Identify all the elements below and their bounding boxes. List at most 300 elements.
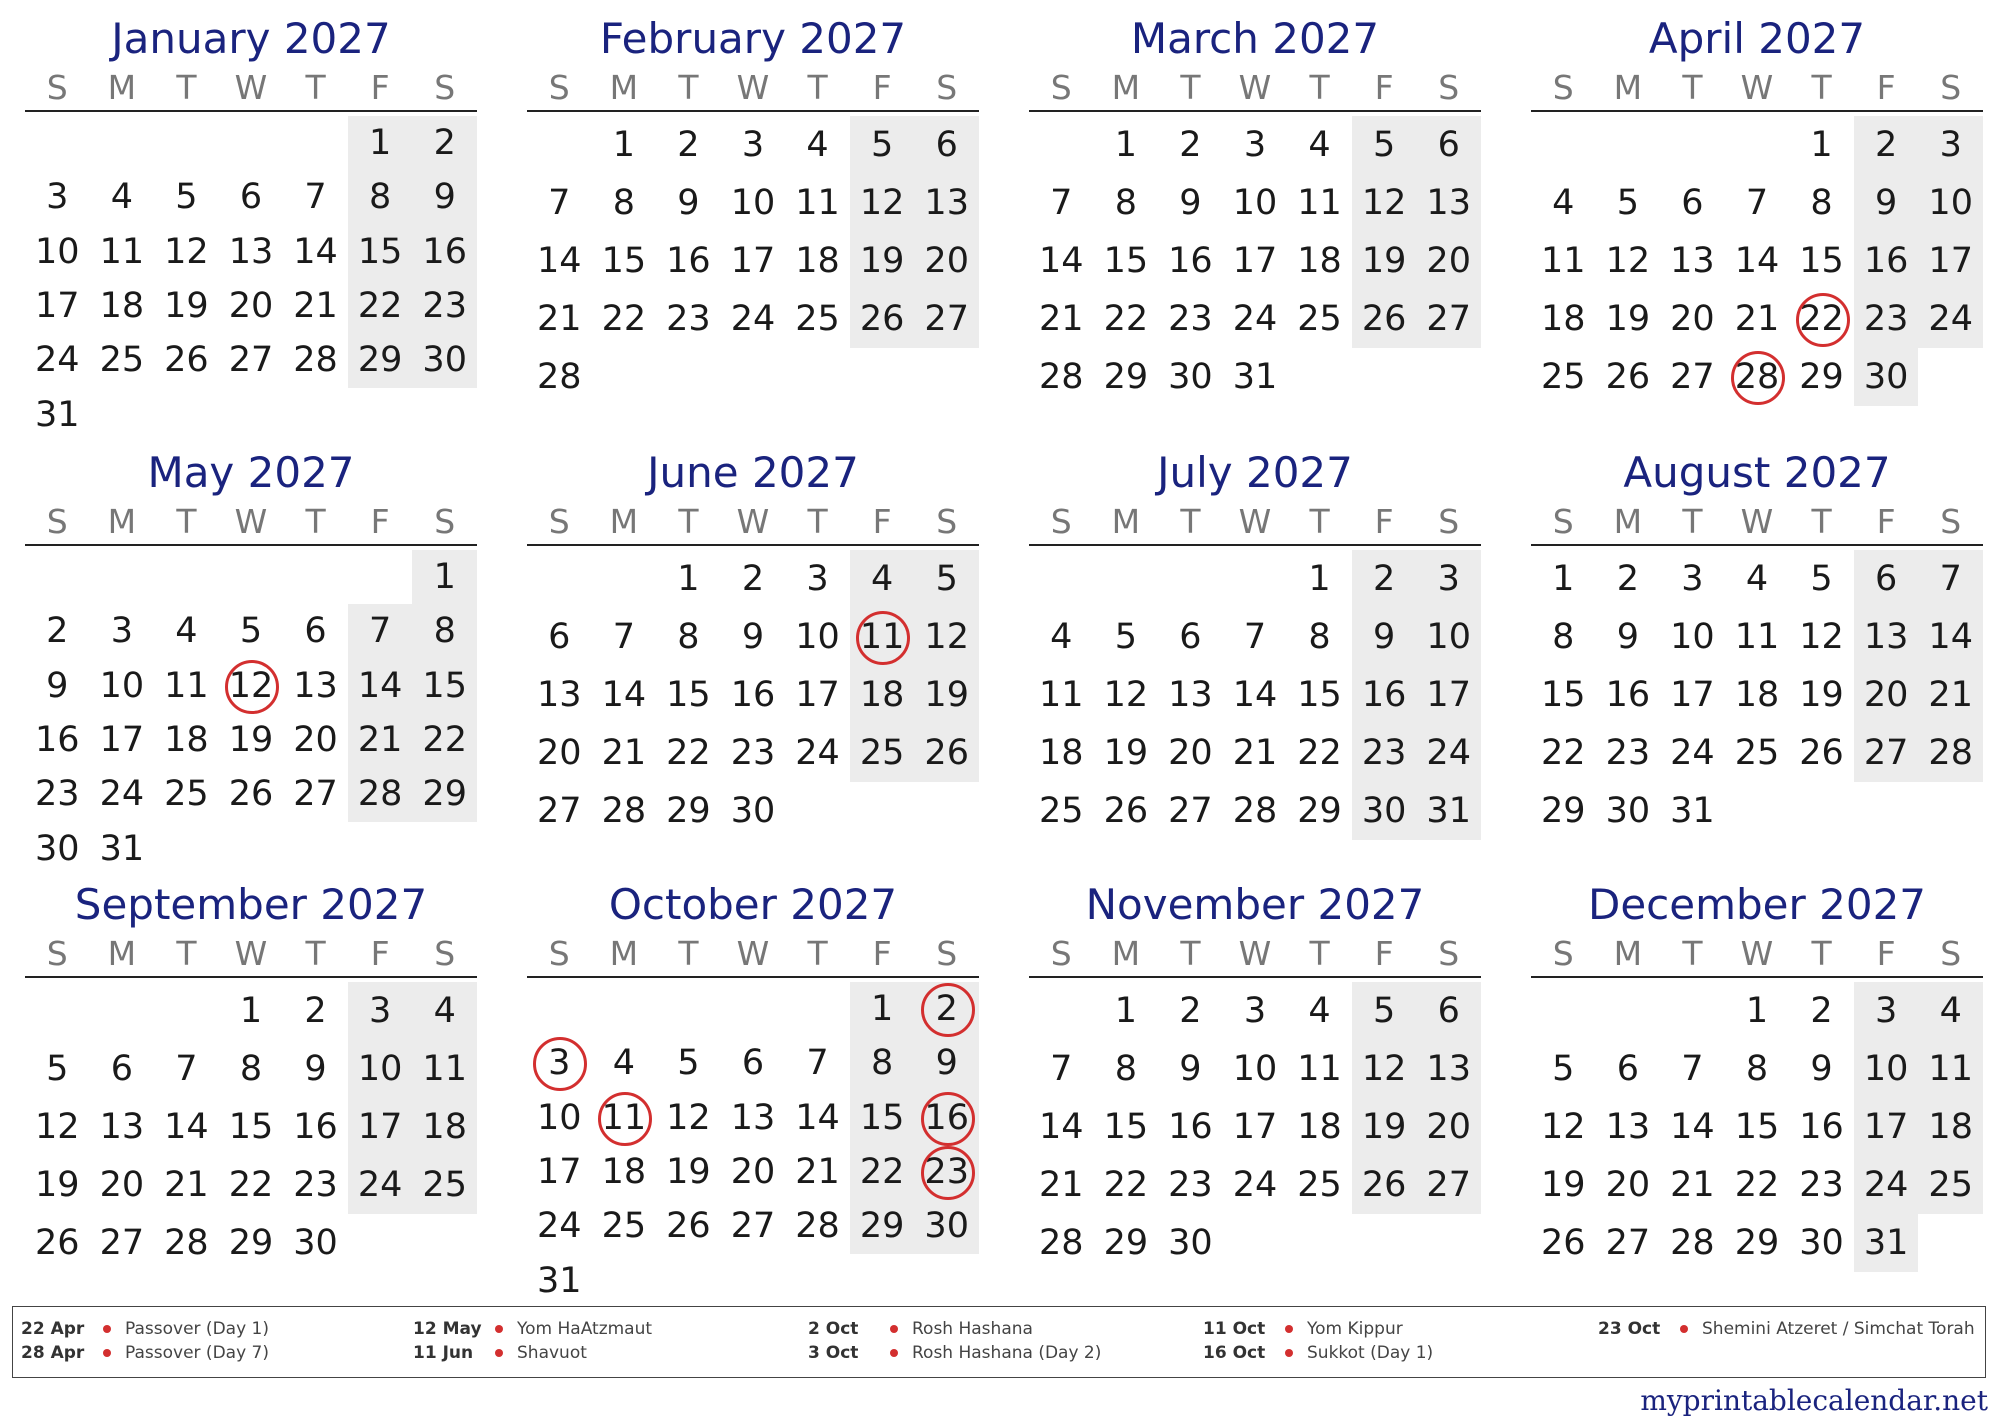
weekday-header: F (1876, 934, 1896, 973)
day-cell: 10 (1670, 617, 1715, 657)
month-title: January 2027 (111, 14, 391, 63)
day-cell: 29 (1799, 357, 1844, 397)
weekday-header: S (1940, 502, 1962, 541)
day-cell: 15 (422, 665, 467, 706)
day-cell: 3 (1874, 991, 1898, 1031)
day-cell: 30 (35, 828, 80, 869)
day-cell: 27 (1863, 733, 1909, 773)
legend-entry (1203, 1317, 1583, 1341)
day-cell: 25 (795, 299, 840, 339)
day-cell: 13 (537, 675, 582, 715)
day-cell: 26 (924, 733, 969, 773)
month-block (25, 12, 477, 442)
day-cell: 22 (1103, 1165, 1149, 1205)
day-cell: 9 (1179, 1049, 1202, 1089)
site-footer-link[interactable]: myprintablecalendar.net (1640, 1384, 1988, 1417)
day-cell: 16 (730, 675, 776, 715)
weekday-header: M (107, 934, 137, 973)
day-cell: 6 (1616, 1049, 1639, 1089)
legend-holiday-name: Passover (Day 7) (125, 1343, 269, 1363)
day-cell: 30 (422, 340, 467, 381)
day-cell: 29 (1103, 1223, 1149, 1263)
day-cell: 7 (175, 1049, 198, 1089)
day-cell: 15 (1799, 241, 1844, 281)
day-cell: 19 (35, 1165, 80, 1205)
day-cell: 16 (422, 231, 467, 272)
day-cell: 15 (1103, 1107, 1149, 1147)
weekday-header: T (176, 934, 197, 973)
day-cell: 22 (422, 720, 467, 760)
day-cell: 7 (806, 1043, 829, 1084)
day-cell: 15 (859, 1097, 905, 1138)
weekday-header: W (1238, 68, 1272, 107)
day-cell: 26 (228, 774, 274, 815)
day-cell: 6 (304, 611, 327, 652)
day-cell: 15 (1734, 1107, 1780, 1147)
day-cell: 19 (1361, 241, 1407, 281)
day-cell: 21 (537, 299, 582, 339)
day-cell: 5 (1810, 559, 1833, 599)
day-cell: 10 (537, 1097, 582, 1138)
header-divider (25, 976, 477, 978)
weekday-header: M (1111, 68, 1141, 107)
day-cell: 10 (795, 617, 840, 657)
day-cell: 22 (666, 733, 711, 773)
day-cell: 25 (601, 1206, 647, 1247)
day-cell: 20 (1605, 1165, 1651, 1205)
day-cell: 30 (1168, 1223, 1213, 1263)
day-cell: 23 (293, 1165, 338, 1205)
day-cell: 5 (1616, 183, 1639, 223)
day-cell: 23 (422, 286, 467, 326)
legend-date: 11 Oct (1203, 1319, 1266, 1339)
day-cell: 6 (1681, 183, 1704, 223)
day-cell: 4 (1308, 125, 1331, 165)
day-cell: 8 (433, 611, 456, 652)
legend-entry (413, 1341, 793, 1365)
day-cell: 11 (1734, 617, 1780, 657)
weekday-header: S (46, 68, 68, 107)
day-cell: 18 (1297, 241, 1342, 281)
legend-holiday-name: Passover (Day 1) (125, 1319, 269, 1339)
day-cell: 24 (357, 1165, 403, 1205)
legend-entry (808, 1341, 1188, 1365)
day-cell: 4 (1050, 617, 1073, 657)
day-cell: 7 (1243, 617, 1267, 657)
day-cell: 27 (1168, 791, 1213, 831)
day-cell: 10 (1232, 1049, 1278, 1089)
day-cell: 12 (1605, 241, 1651, 281)
weekday-header: T (678, 934, 699, 973)
day-cell: 16 (1605, 675, 1651, 715)
day-cell: 26 (35, 1223, 80, 1263)
day-cell: 22 (859, 1152, 905, 1192)
day-cell: 13 (1863, 617, 1909, 657)
day-cell: 24 (1232, 1165, 1278, 1205)
holiday-day-cell: 23 (914, 1145, 979, 1199)
weekday-header: T (1682, 934, 1703, 973)
day-cell: 10 (1232, 183, 1278, 223)
day-cell: 8 (1745, 1049, 1769, 1089)
day-cell: 22 (1297, 733, 1342, 773)
day-cell: 29 (1734, 1223, 1780, 1263)
day-cell: 13 (1670, 241, 1715, 281)
day-cell: 12 (1361, 183, 1407, 223)
day-cell: 5 (870, 125, 894, 165)
day-cell: 25 (859, 733, 905, 773)
day-cell: 7 (1050, 183, 1073, 223)
weekday-header: S (434, 502, 456, 541)
day-cell: 13 (1426, 1049, 1471, 1089)
day-cell: 30 (730, 791, 776, 831)
day-cell: 18 (859, 675, 905, 715)
day-cell: 28 (1232, 791, 1278, 831)
day-cell: 1 (433, 557, 456, 597)
day-cell: 20 (1168, 733, 1213, 773)
day-cell: 3 (368, 991, 392, 1031)
day-cell: 8 (612, 183, 635, 223)
day-cell: 29 (1541, 791, 1586, 831)
day-cell: 21 (1232, 733, 1278, 773)
day-cell: 28 (795, 1206, 840, 1247)
legend-date: 12 May (413, 1319, 482, 1339)
weekday-header: W (1238, 934, 1272, 973)
day-cell: 13 (293, 665, 338, 706)
month-title: October 2027 (608, 880, 898, 929)
day-cell: 28 (1039, 357, 1084, 397)
day-cell: 29 (859, 1206, 905, 1247)
weekday-header: T (807, 934, 828, 973)
weekday-header: S (1552, 934, 1574, 973)
day-cell: 12 (1799, 617, 1844, 657)
day-cell: 5 (677, 1043, 700, 1084)
day-cell: 12 (859, 183, 905, 223)
day-cell: 20 (293, 720, 338, 760)
weekday-header: T (305, 68, 326, 107)
day-cell: 27 (228, 340, 274, 381)
day-cell: 11 (1928, 1049, 1973, 1089)
day-cell: 17 (35, 286, 80, 326)
weekday-header: F (1374, 934, 1394, 973)
legend-date: 22 Apr (21, 1319, 85, 1339)
day-cell: 23 (35, 774, 80, 815)
day-cell: 9 (46, 665, 69, 706)
day-cell: 12 (1103, 675, 1149, 715)
day-cell: 28 (1039, 1223, 1084, 1263)
weekday-header: T (176, 502, 197, 541)
day-cell: 15 (666, 675, 711, 715)
legend-date: 3 Oct (808, 1343, 859, 1363)
bullet-icon (890, 1349, 898, 1357)
day-cell: 10 (1863, 1049, 1909, 1089)
weekday-header: T (1309, 502, 1330, 541)
day-cell: 8 (1552, 617, 1575, 657)
header-divider (527, 110, 979, 112)
day-cell: 1 (1552, 559, 1575, 599)
day-cell: 20 (730, 1152, 776, 1192)
day-cell: 31 (35, 394, 80, 435)
legend-date: 11 Jun (413, 1343, 474, 1363)
day-cell: 12 (666, 1097, 711, 1138)
day-cell: 11 (1541, 241, 1586, 281)
weekday-header: T (305, 934, 326, 973)
holiday-day-cell: 28 (1725, 348, 1790, 406)
day-cell: 3 (1243, 125, 1267, 165)
day-cell: 16 (666, 241, 711, 281)
day-cell: 17 (99, 720, 145, 760)
day-cell: 16 (1799, 1107, 1844, 1147)
day-cell: 3 (741, 125, 765, 165)
day-cell: 22 (1103, 299, 1149, 339)
weekday-header: T (1811, 934, 1832, 973)
header-divider (1531, 544, 1983, 546)
month-block (1531, 12, 1983, 442)
day-cell: 16 (1168, 241, 1213, 281)
day-cell: 27 (99, 1223, 145, 1263)
day-cell: 26 (666, 1206, 711, 1247)
day-cell: 21 (601, 733, 647, 773)
day-cell: 21 (293, 286, 338, 326)
day-cell: 18 (1928, 1107, 1973, 1147)
day-cell: 4 (612, 1043, 635, 1084)
day-cell: 7 (368, 611, 392, 652)
weekday-header: S (548, 68, 570, 107)
day-cell: 1 (1745, 991, 1769, 1031)
month-title: February 2027 (599, 14, 907, 63)
day-cell: 23 (1168, 1165, 1213, 1205)
day-cell: 30 (1863, 357, 1909, 397)
day-cell: 2 (46, 611, 69, 652)
day-cell: 16 (1863, 241, 1909, 281)
weekday-header: S (46, 502, 68, 541)
weekday-header: W (1740, 68, 1774, 107)
day-cell: 16 (1361, 675, 1407, 715)
day-cell: 15 (1297, 675, 1342, 715)
day-cell: 8 (870, 1043, 894, 1084)
day-cell: 25 (422, 1165, 467, 1205)
weekday-header: T (1682, 68, 1703, 107)
month-block (25, 878, 477, 1308)
weekday-header: S (1940, 68, 1962, 107)
day-cell: 20 (1426, 1107, 1471, 1147)
weekday-header: S (1940, 934, 1962, 973)
day-cell: 18 (164, 720, 209, 760)
day-cell: 3 (1939, 125, 1962, 165)
month-title: May 2027 (147, 448, 355, 497)
day-cell: 13 (99, 1107, 145, 1147)
day-cell: 21 (1670, 1165, 1715, 1205)
month-title: December 2027 (1587, 880, 1927, 929)
day-cell: 17 (357, 1107, 403, 1147)
bullet-icon (1680, 1325, 1688, 1333)
day-cell: 13 (1605, 1107, 1651, 1147)
day-cell: 8 (239, 1049, 263, 1089)
bullet-icon (1285, 1349, 1293, 1357)
day-cell: 31 (99, 828, 145, 869)
weekday-header: M (1613, 502, 1643, 541)
weekday-header: F (1876, 68, 1896, 107)
bullet-icon (1285, 1325, 1293, 1333)
day-cell: 10 (1426, 617, 1471, 657)
day-cell: 29 (422, 774, 467, 815)
day-cell: 24 (99, 774, 145, 815)
header-divider (25, 110, 477, 112)
day-cell: 26 (1361, 1165, 1407, 1205)
day-cell: 20 (1863, 675, 1909, 715)
legend-holiday-name: Rosh Hashana (912, 1319, 1033, 1339)
weekday-header: S (1050, 68, 1072, 107)
day-cell: 25 (1297, 299, 1342, 339)
day-cell: 7 (612, 617, 635, 657)
header-divider (1029, 544, 1481, 546)
legend-holiday-name: Rosh Hashana (Day 2) (912, 1343, 1102, 1363)
weekday-header: S (1050, 934, 1072, 973)
month-title: November 2027 (1085, 880, 1425, 929)
day-cell: 18 (99, 286, 145, 326)
holiday-day-cell: 11 (592, 1091, 657, 1145)
day-cell: 27 (730, 1206, 776, 1247)
day-cell: 18 (422, 1107, 467, 1147)
day-cell: 12 (1541, 1107, 1586, 1147)
day-cell: 5 (239, 611, 263, 652)
day-cell: 1 (368, 123, 392, 163)
day-cell: 2 (1179, 125, 1202, 165)
day-cell: 9 (1874, 183, 1898, 223)
day-cell: 20 (228, 286, 274, 326)
weekday-header: M (1613, 934, 1643, 973)
day-cell: 22 (357, 286, 403, 326)
weekday-header: S (548, 934, 570, 973)
day-cell: 6 (1437, 991, 1460, 1031)
day-cell: 6 (548, 617, 571, 657)
day-cell: 2 (1874, 125, 1898, 165)
day-cell: 19 (164, 286, 209, 326)
holiday-day-cell: 2 (914, 982, 979, 1036)
day-cell: 7 (1681, 1049, 1704, 1089)
day-cell: 13 (1426, 183, 1471, 223)
day-cell: 14 (1039, 1107, 1084, 1147)
weekday-header: M (609, 502, 639, 541)
day-cell: 21 (1734, 299, 1780, 339)
legend-holiday-name: Shemini Atzeret / Simchat Torah (1702, 1319, 1975, 1339)
day-cell: 2 (304, 991, 327, 1031)
day-cell: 20 (537, 733, 582, 773)
day-cell: 21 (1039, 299, 1084, 339)
legend-date: 28 Apr (21, 1343, 85, 1363)
day-cell: 6 (239, 177, 263, 218)
day-cell: 9 (1616, 617, 1639, 657)
day-cell: 14 (1734, 241, 1780, 281)
day-cell: 15 (357, 231, 403, 272)
day-cell: 20 (924, 241, 969, 281)
weekday-header: F (872, 68, 892, 107)
day-cell: 22 (1734, 1165, 1780, 1205)
weekday-header: M (1111, 934, 1141, 973)
day-cell: 6 (935, 125, 958, 165)
day-cell: 8 (1114, 183, 1137, 223)
day-cell: 9 (304, 1049, 327, 1089)
legend-entry (1598, 1317, 1978, 1341)
day-cell: 3 (1681, 559, 1704, 599)
day-cell: 19 (859, 241, 905, 281)
day-cell: 31 (1670, 791, 1715, 831)
month-block (527, 12, 979, 442)
day-cell: 17 (1426, 675, 1471, 715)
day-cell: 27 (1426, 299, 1471, 339)
legend-entry (808, 1317, 1188, 1341)
day-cell: 24 (795, 733, 840, 773)
weekday-header: T (1682, 502, 1703, 541)
month-block (527, 446, 979, 876)
day-cell: 5 (175, 177, 198, 218)
day-cell: 30 (924, 1206, 969, 1247)
weekday-header: T (1309, 934, 1330, 973)
day-cell: 27 (537, 791, 582, 831)
day-cell: 16 (35, 720, 80, 760)
weekday-header: F (370, 502, 390, 541)
day-cell: 26 (164, 340, 209, 381)
day-cell: 26 (1103, 791, 1149, 831)
day-cell: 10 (1928, 183, 1973, 223)
day-cell: 17 (1232, 241, 1278, 281)
day-cell: 19 (1103, 733, 1149, 773)
day-cell: 9 (935, 1043, 958, 1084)
month-title: September 2027 (74, 880, 428, 929)
day-cell: 14 (537, 241, 582, 281)
weekday-header: M (107, 502, 137, 541)
day-cell: 6 (1437, 125, 1460, 165)
day-cell: 5 (46, 1049, 69, 1089)
weekday-header: M (1613, 68, 1643, 107)
weekday-header: T (305, 502, 326, 541)
month-block (25, 446, 477, 876)
day-cell: 15 (228, 1107, 274, 1147)
weekday-header: S (936, 934, 958, 973)
day-cell: 21 (795, 1152, 840, 1192)
header-divider (527, 544, 979, 546)
day-cell: 23 (1168, 299, 1213, 339)
day-cell: 19 (924, 675, 969, 715)
weekday-header: W (1740, 934, 1774, 973)
bullet-icon (495, 1325, 503, 1333)
weekday-header: S (434, 934, 456, 973)
weekday-header: T (807, 68, 828, 107)
day-cell: 14 (795, 1097, 840, 1138)
day-cell: 20 (1670, 299, 1715, 339)
bullet-icon (103, 1349, 111, 1357)
day-cell: 13 (228, 231, 274, 272)
day-cell: 30 (1361, 791, 1407, 831)
day-cell: 27 (1670, 357, 1715, 397)
day-cell: 11 (1297, 183, 1342, 223)
day-cell: 19 (1541, 1165, 1586, 1205)
day-cell: 18 (795, 241, 840, 281)
day-cell: 29 (1297, 791, 1342, 831)
day-cell: 7 (1745, 183, 1769, 223)
month-title: July 2027 (1157, 448, 1353, 497)
day-cell: 23 (1361, 733, 1407, 773)
day-cell: 23 (1863, 299, 1909, 339)
day-cell: 12 (35, 1107, 80, 1147)
day-cell: 1 (612, 125, 635, 165)
weekday-header: S (434, 68, 456, 107)
weekday-header: W (1238, 502, 1272, 541)
day-cell: 5 (1114, 617, 1137, 657)
day-cell: 11 (99, 231, 145, 272)
day-cell: 4 (1308, 991, 1331, 1031)
day-cell: 24 (730, 299, 776, 339)
weekday-header: W (234, 502, 268, 541)
